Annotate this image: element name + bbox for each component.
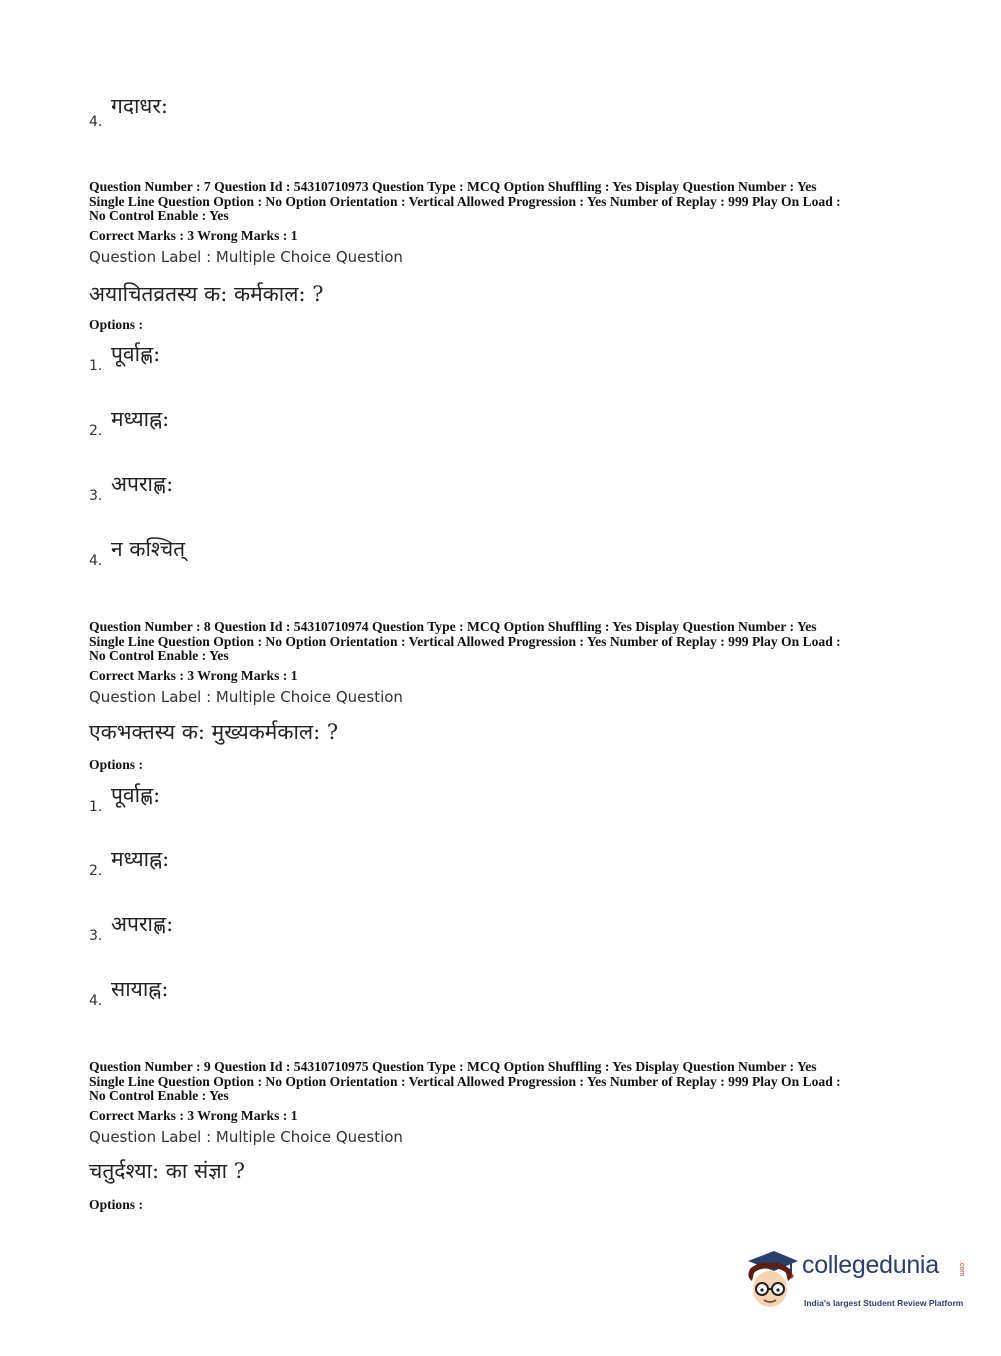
meta-line-2: Single Line Question Option : No Option Orientation : Vertical Allowed Progression : Yes Number of Replay : 999 Play On Load : (89, 633, 841, 649)
option-number: 4. (89, 114, 103, 130)
meta-line-1: Question Number : 8 Question Id : 54310710974 Question Type : MCQ Option Shuffling : Yes Display Question Number : Yes (89, 619, 817, 634)
question-meta (89, 180, 919, 224)
option-number: 2. (89, 863, 103, 879)
option-text: अपराह्ण: (111, 472, 174, 496)
option-text: मध्याह्न: (111, 847, 170, 871)
option-text: न कश्चित् (111, 537, 186, 561)
meta-line-2: Single Line Question Option : No Option Orientation : Vertical Allowed Progression : Yes Number of Replay : 999 Play On Load : (89, 1073, 841, 1089)
option-number: 2. (89, 423, 103, 439)
option-text: अपराह्ण: (111, 912, 174, 936)
meta-line-3: No Control Enable : Yes (89, 208, 229, 224)
option-text: मध्याह्न: (111, 407, 170, 431)
question-meta (89, 1060, 919, 1104)
option-text: पूर्वाह्ण: (111, 342, 161, 366)
question-label: Question Label : Multiple Choice Question (89, 248, 403, 266)
option-number: 1. (89, 358, 103, 374)
marks-line: Correct Marks : 3 Wrong Marks : 1 (89, 228, 298, 243)
logo-tagline: India's largest Student Review Platform (804, 1298, 964, 1308)
logo-wordmark: collegedunia (802, 1251, 939, 1279)
option-number: 3. (89, 928, 103, 944)
meta-line-3: No Control Enable : Yes (89, 648, 229, 664)
collegedunia-logo[interactable] (740, 1247, 970, 1317)
question-meta (89, 620, 919, 664)
option-text: पूर्वाह्ण: (111, 783, 161, 807)
option-number: 4. (89, 553, 103, 569)
question-text: चतुर्दश्या: का संज्ञा ? (89, 1159, 246, 1183)
question-label: Question Label : Multiple Choice Question (89, 688, 403, 706)
meta-line-2: Single Line Question Option : No Option Orientation : Vertical Allowed Progression : Yes Number of Replay : 999 Play On Load : (89, 193, 841, 209)
meta-line-3: No Control Enable : Yes (89, 1088, 229, 1104)
option-number: 3. (89, 488, 103, 504)
option-text: सायाह्न: (111, 977, 169, 1001)
question-text: एकभक्तस्य क: मुख्यकर्मकाल: ? (89, 720, 339, 744)
option-number: 1. (89, 799, 103, 815)
meta-line-1: Question Number : 9 Question Id : 54310710975 Question Type : MCQ Option Shuffling : Yes Display Question Number : Yes (89, 1059, 817, 1074)
options-heading: Options : (89, 317, 144, 332)
marks-line: Correct Marks : 3 Wrong Marks : 1 (89, 668, 298, 683)
meta-line-1: Question Number : 7 Question Id : 54310710973 Question Type : MCQ Option Shuffling : Yes Display Question Number : Yes (89, 179, 817, 194)
question-text: अयाचितव्रतस्य क: कर्मकाल: ? (89, 282, 324, 306)
option-text: गदाधर: (111, 94, 168, 118)
question-label: Question Label : Multiple Choice Question (89, 1128, 403, 1146)
mascot-icon (740, 1247, 800, 1311)
options-heading: Options : (89, 1197, 144, 1212)
marks-line: Correct Marks : 3 Wrong Marks : 1 (89, 1108, 298, 1123)
options-heading: Options : (89, 757, 144, 772)
logo-suffix: .com (958, 1261, 965, 1277)
option-number: 4. (89, 993, 103, 1009)
